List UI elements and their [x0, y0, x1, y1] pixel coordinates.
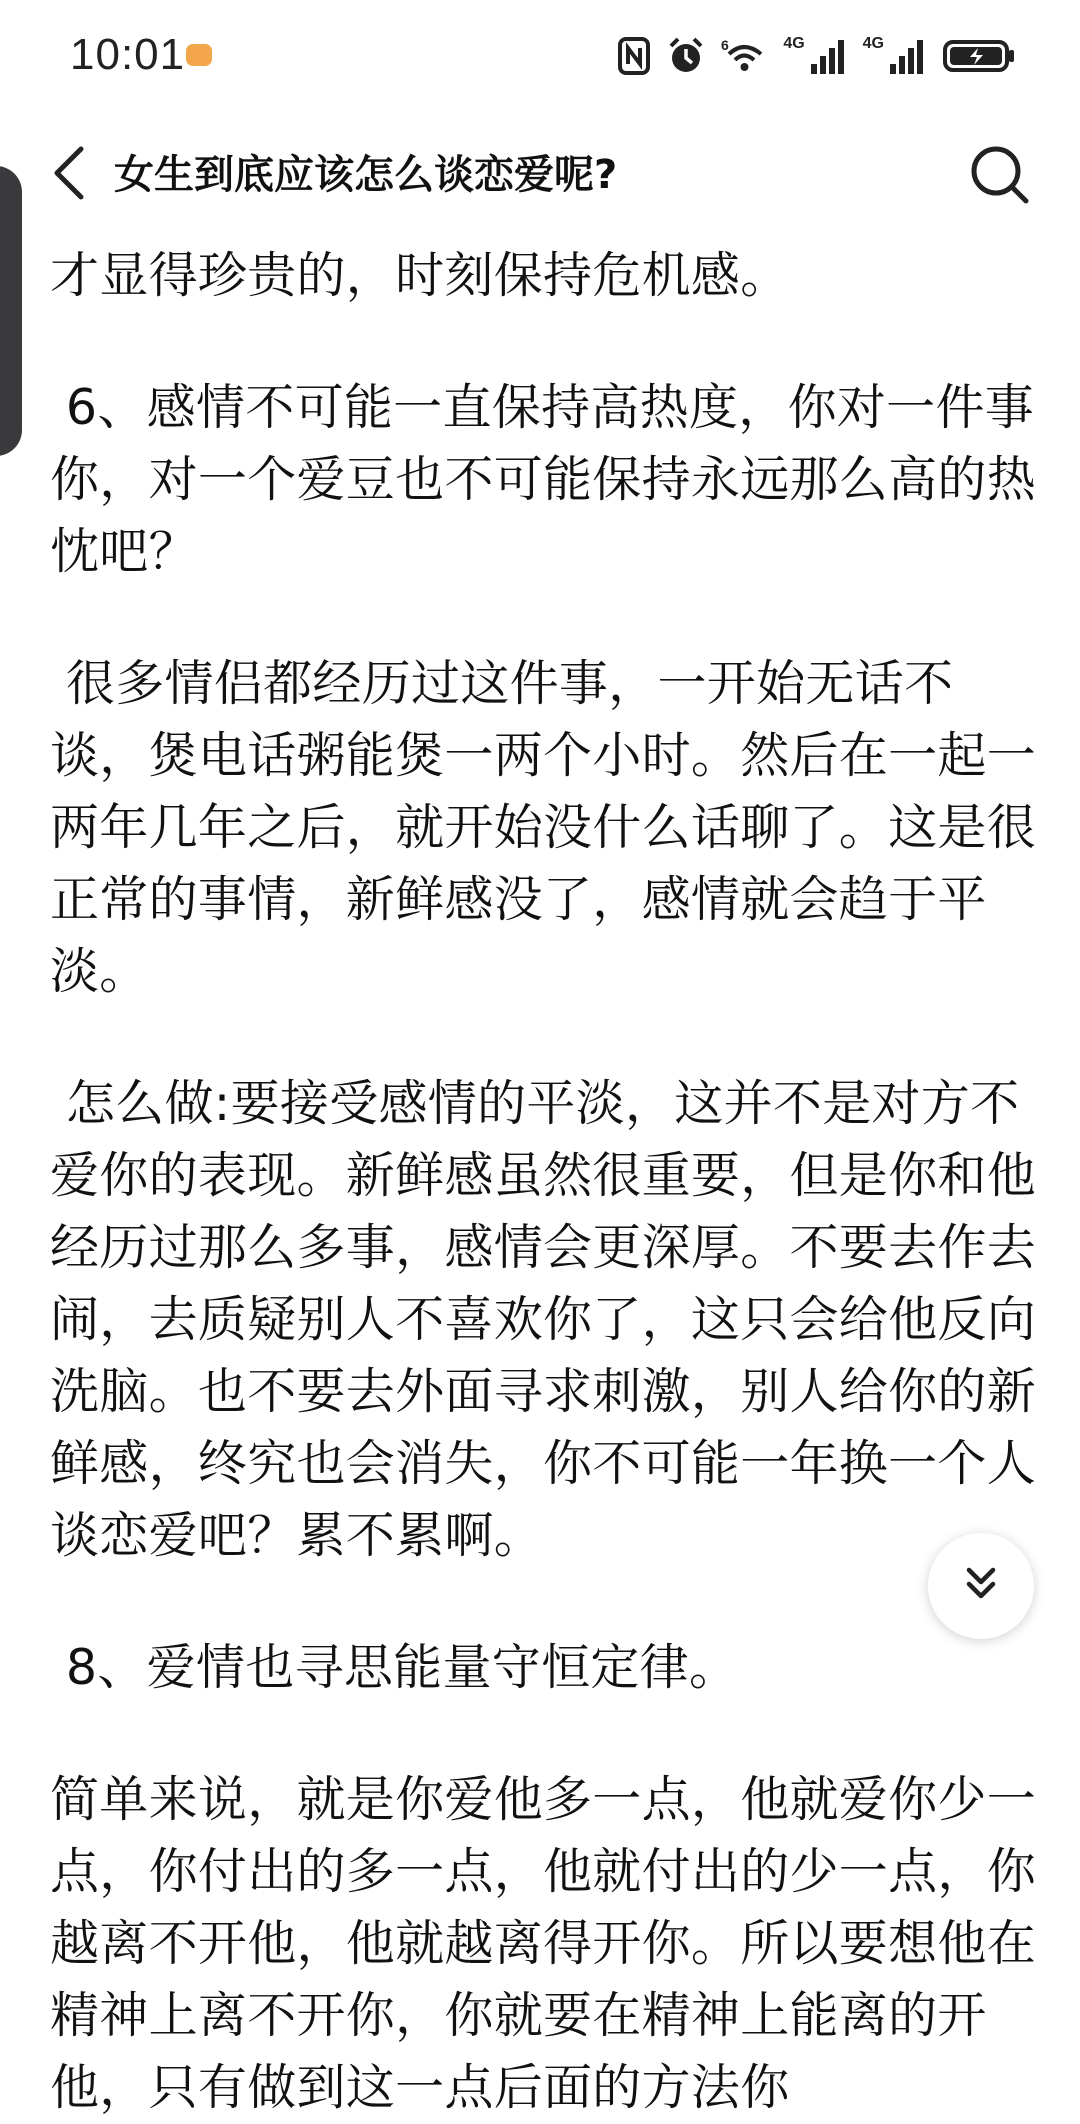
back-arrow-icon — [49, 143, 89, 207]
article-paragraph: 才显得珍贵的，时刻保持危机感。 — [50, 247, 790, 304]
status-icons — [617, 34, 1016, 78]
signal-icon — [809, 36, 847, 76]
wifi-icon — [721, 36, 767, 76]
article-paragraph: 怎么做:要接受感情的平淡，这并不是对方不爱你的表现。新鲜感虽然很重要，但是你和他经历过那么多事，感情会更深厚。不要去作去闹，去质疑别人不喜欢你了，这只会给他反向洗脑。也不要去外面寻求刺激，别人给你的新鲜感，终究也会消失，你不可能一年换一个人谈恋爱吧？累不累啊。 — [50, 1075, 1037, 1564]
alarm-icon — [667, 36, 705, 76]
status-bar — [0, 0, 1080, 110]
search-icon — [966, 192, 1032, 211]
back-button[interactable] — [44, 143, 94, 207]
search-button[interactable] — [966, 141, 1032, 207]
article-paragraph: 6、感情不可能一直保持高热度，你对一件事你，对一个爱豆也不可能保持永远那么高的热忱吧？ — [50, 379, 1037, 580]
battery-charging-icon — [942, 36, 1016, 76]
app-notification-icon — [186, 44, 212, 66]
scroll-down-button[interactable] — [928, 1533, 1034, 1639]
svg-text:6: 6 — [721, 37, 730, 53]
signal-type-label: 4G — [783, 35, 805, 52]
article-paragraph: 8、爱情也寻思能量守恒定律。 — [50, 1639, 739, 1696]
article-body — [50, 240, 1040, 2124]
page-title: 女生到底应该怎么谈恋爱呢? — [114, 152, 618, 198]
top-nav-bar — [0, 135, 1080, 215]
signal-icon — [888, 36, 926, 76]
article-paragraph: 很多情侣都经历过这件事，一开始无话不谈，煲电话粥能煲一两个小时。然后在一起一两年几年之后，就开始没什么话聊了。这是很正常的事情，新鲜感没了，感情就会趋于平淡。 — [50, 655, 1037, 1000]
signal-type-label: 4G — [862, 35, 884, 52]
status-time: 10:01 — [70, 30, 186, 79]
double-chevron-down-icon — [959, 1562, 1003, 1610]
nfc-icon — [617, 36, 651, 76]
article-paragraph: 简单来说，就是你爱他多一点，他就爱你少一点，你付出的多一点，他就付出的少一点，你越离不开他，他就越离得开你。所以要想他在精神上离不开你，你就要在精神上能离的开他，只有做到这一点后面的方法你 — [50, 1771, 1037, 2116]
